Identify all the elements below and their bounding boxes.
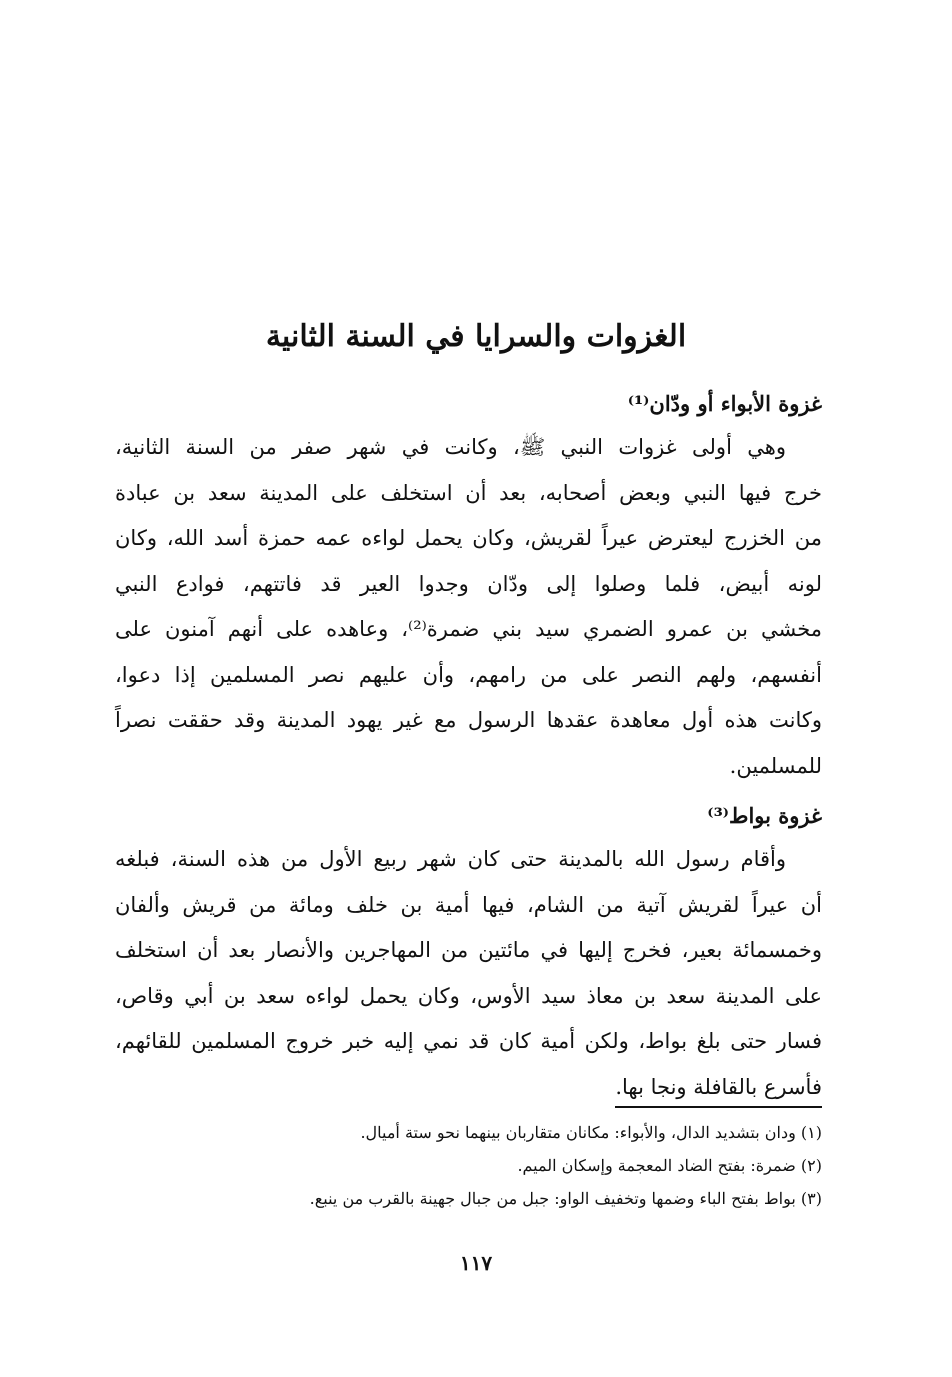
footnote-1: (١) ودان بتشديد الدال، والأبواء: مكانان متقاربان بينهما نحو ستة أميال. <box>360 1123 822 1142</box>
footnote-2: (٢) ضمرة: بفتح الضاد المعجمة وإسكان الميم. <box>517 1156 822 1175</box>
text-line: فسار حتى بلغ بواط، ولكن أمية كان قد نمي إليه خبر خروج المسلمين للقائهم، <box>115 1029 822 1053</box>
text-line: أن عيراً لقريش آتية من الشام، فيها أمية بن خلف ومائة من قريش وألفان <box>115 892 822 917</box>
text-line: وخمسمائة بعير، فخرج إليها في مائتين من المهاجرين والأنصار بعد أن استخلف <box>115 938 822 962</box>
section-heading-buwat: غزوة بواط⁽³⁾ <box>707 803 822 828</box>
text-line: على المدينة سعد بن معاذ سيد الأوس، وكان يحمل لواءه سعد بن أبي وقاص، <box>115 983 822 1008</box>
footnote-3: (٣) بواط بفتح الباء وضمها وتخفيف الواو: جبل من جبال جهينة بالقرب من ينبع. <box>309 1189 822 1208</box>
main-text <box>115 383 822 1110</box>
text-line: لونه أبيض، فلما وصلوا إلى ودّان وجدوا العير قد فاتتهم، فوادع النبي <box>115 571 822 596</box>
text-line: من الخزرج ليعترض عيراً لقريش، وكان يحمل لواءه عمه حمزة أسد الله، وكان <box>115 526 822 550</box>
text-line: وهي أولى غزوات النبي ﷺ، وكانت في شهر صفر من السنة الثانية، <box>115 435 786 459</box>
section-buwat <box>115 795 822 1110</box>
footnotes <box>115 1116 822 1215</box>
section-abwa <box>115 383 822 789</box>
text-line: أنفسهم، ولهم النصر على من رامهم، وأن عليهم نصر المسلمين إذا دعوا، <box>115 662 822 687</box>
text-line: وأقام رسول الله بالمدينة حتى كان شهر ربيع الأول من هذه السنة، فبلغه <box>115 847 786 871</box>
paragraph-buwat <box>115 837 822 1110</box>
page-number: ١١٧ <box>459 1251 493 1275</box>
footnote-separator <box>615 1106 822 1108</box>
text-line: مخشي بن عمرو الضمري سيد بني ضمرة⁽²⁾، وعاهده على أنهم آمنون على <box>115 617 823 641</box>
text-line: فأسرع بالقافلة ونجا بها. <box>615 1074 822 1099</box>
paragraph-abwa <box>115 425 822 789</box>
section-heading-abwa: غزوة الأبواء أو ودّان⁽¹⁾ <box>627 391 822 416</box>
text-line: وكانت هذه أول معاهدة عقدها الرسول مع غير يهود المدينة وقد حققت نصراً <box>115 708 822 732</box>
page-title: الغزوات والسرايا في السنة الثانية <box>265 319 687 355</box>
text-line: خرج فيها النبي وبعض أصحابه، بعد أن استخلف على المدينة سعد بن عبادة <box>115 480 822 505</box>
text-line: للمسلمين. <box>729 753 822 778</box>
